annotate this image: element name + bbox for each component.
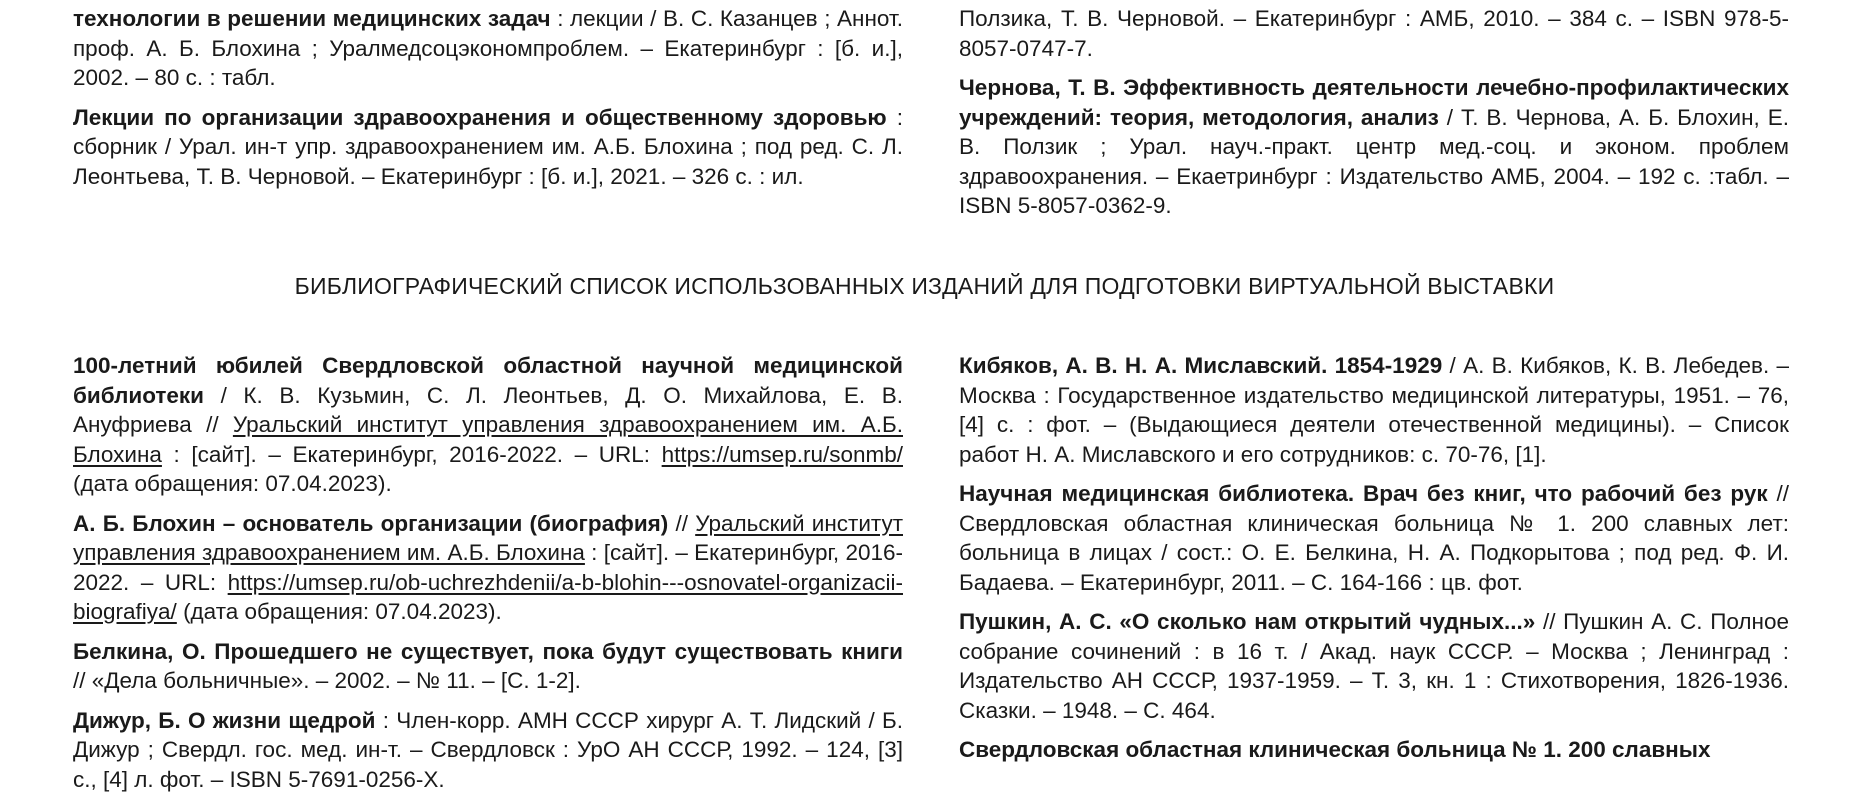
entry-title: технологии в решении медицинских задач [73,6,551,31]
entry-text: (дата обращения: 07.04.2023). [73,471,392,496]
list-item [959,4,1789,63]
list-item [73,637,903,696]
entry-text: // Свердловская областная клиническая больница № 1. 200 славных лет: больница в лицах / сост.: О. Е. Белкина, Н. А. Подкорытова ; под ред. Ф. И. Бадаева. – Екатеринбург, 2011. – С. 164-166 : цв. фот. [959,481,1789,595]
site-link[interactable]: Уральский институт управления здравоохранением им. А.Б. Блохина [73,412,903,467]
list-item [959,351,1789,469]
entry-title: Белкина, О. Прошедшего не существует, пока будут существовать книги [73,638,903,664]
entry-title: 100-летний юбилей Свердловской областной научной медицинской библиотеки [73,353,903,408]
list-item [73,351,903,499]
entry-text: : [сайт]. – Екатеринбург, 2016-2022. – URL: [161,441,662,467]
entry-text: : сборник / Урал. ин-т упр. здравоохранением им. А.Б. Блохина ; под ред. С. Л. Леонтьева, Т. В. Черновой. – Екатеринбург : [б. и.], 2021. – 326 с. : ил. [73,104,903,189]
url-link[interactable]: https://umsep.ru/sonmb/ [661,441,903,467]
bibliography-right-column [959,351,1789,775]
section-heading: БИБЛИОГРАФИЧЕСКИЙ СПИСОК ИСПОЛЬЗОВАННЫХ ИЗДАНИЙ ДЛЯ ПОДГОТОВКИ ВИРТУАЛЬНОЙ ВЫСТАВКИ [294,273,1555,299]
list-item [959,607,1789,725]
entry-text: // Пушкин А. С. Полное собрание сочинений : в 16 т. / Акад. наук СССР. – Москва ; Ленинград : Издательство АН СССР, 1937-1959. – Т. 3, кн. 1 : Стихотворения, 1826-1936. Сказки. – 1948. – С. 464. [959,609,1789,723]
entry-text: : лекции / В. С. Казанцев ; Аннот. проф. А. Б. Блохина ; Уралмедсоцэкономпроблем. – Екатеринбург : [б. и.], 2002. – 80 с. : табл. [73,6,903,90]
entry-text: / А. В. Кибяков, К. В. Лебедев. – Москва : Государственное издательство медицинской литературы, 1951. – 76, [4] с. : фот. – (Выдающиеся деятели отечественной медицины). – Список работ Н. А. Миславского и его сотрудников: с. 70-76, [1]. [959,353,1789,467]
entry-text: / Т. В. Чернова, А. Б. Блохин, Е. В. Ползик ; Урал. науч.-практ. центр мед.-соц. и эконом. проблем здравоохранения. – Екаетринбург : Издательство АМБ, 2004. – 192 с. :табл. – ISBN 5-8057-0362-9. [959,104,1789,218]
list-item [73,103,903,192]
entry-title: Чернова, Т. В. Эффективность деятельности лечебно-профилактических учреждений: теория, методология, анализ [959,75,1789,130]
site-link[interactable]: Уральский институт управления здравоохранением им. А.Б. Блохина [73,510,903,565]
bibliography-left-column [73,351,903,804]
list-item [959,479,1789,597]
list-item [73,706,903,795]
entry-text: (дата обращения: 07.04.2023). [176,599,502,624]
entry-text: : Член-корр. АМН СССР хирург А. Т. Лидский / Б. Дижур ; Свердл. гос. мед. ин-т. – Свердловск : УрО АН СССР, 1992. – 124, [3] с., [4] л. фот. – ISBN 5-7691-0256-X. [73,707,903,792]
entry-text: Ползика, Т. В. Черновой. – Екатеринбург : АМБ, 2010. – 384 с. – ISBN 978-5-8057-0747-7. [959,6,1789,61]
list-item [73,4,903,93]
entry-text: / К. В. Кузьмин, С. Л. Леонтьев, Д. О. Михайлова, Е. В. Ануфриева // [73,382,903,437]
list-item [73,509,903,627]
list-item [959,735,1789,765]
list-item [959,73,1789,221]
entry-text: // «Дела больничные». – 2002. – № 11. – [С. 1-2]. [73,668,581,693]
entry-title: Дижур, Б. О жизни щедрой [73,707,376,733]
entry-title: А. Б. Блохин – основатель организации (биография) [73,510,669,536]
entry-title: Лекции по организации здравоохранения и общественному здоровью [73,104,887,130]
entry-title: Пушкин, А. С. «О сколько нам открытий чудных...» [959,609,1536,634]
entry-title: Научная медицинская библиотека. Врач без книг, что рабочий без рук [959,481,1768,506]
entry-title: Свердловская областная клиническая больница № 1. 200 славных [959,737,1711,762]
top-right-column [959,4,1789,231]
entry-title: Кибяков, А. В. Н. А. Миславский. 1854-1929 [959,353,1443,378]
top-left-column [73,4,903,201]
entry-text: : [сайт]. – Екатеринбург, 2016-2022. – URL: [73,540,903,595]
entry-text: // [668,510,696,536]
url-link[interactable]: https://umsep.ru/ob-uchrezhdenii/a-b-blohin---osnovatel-organizacii-biografiya/ [73,569,903,624]
